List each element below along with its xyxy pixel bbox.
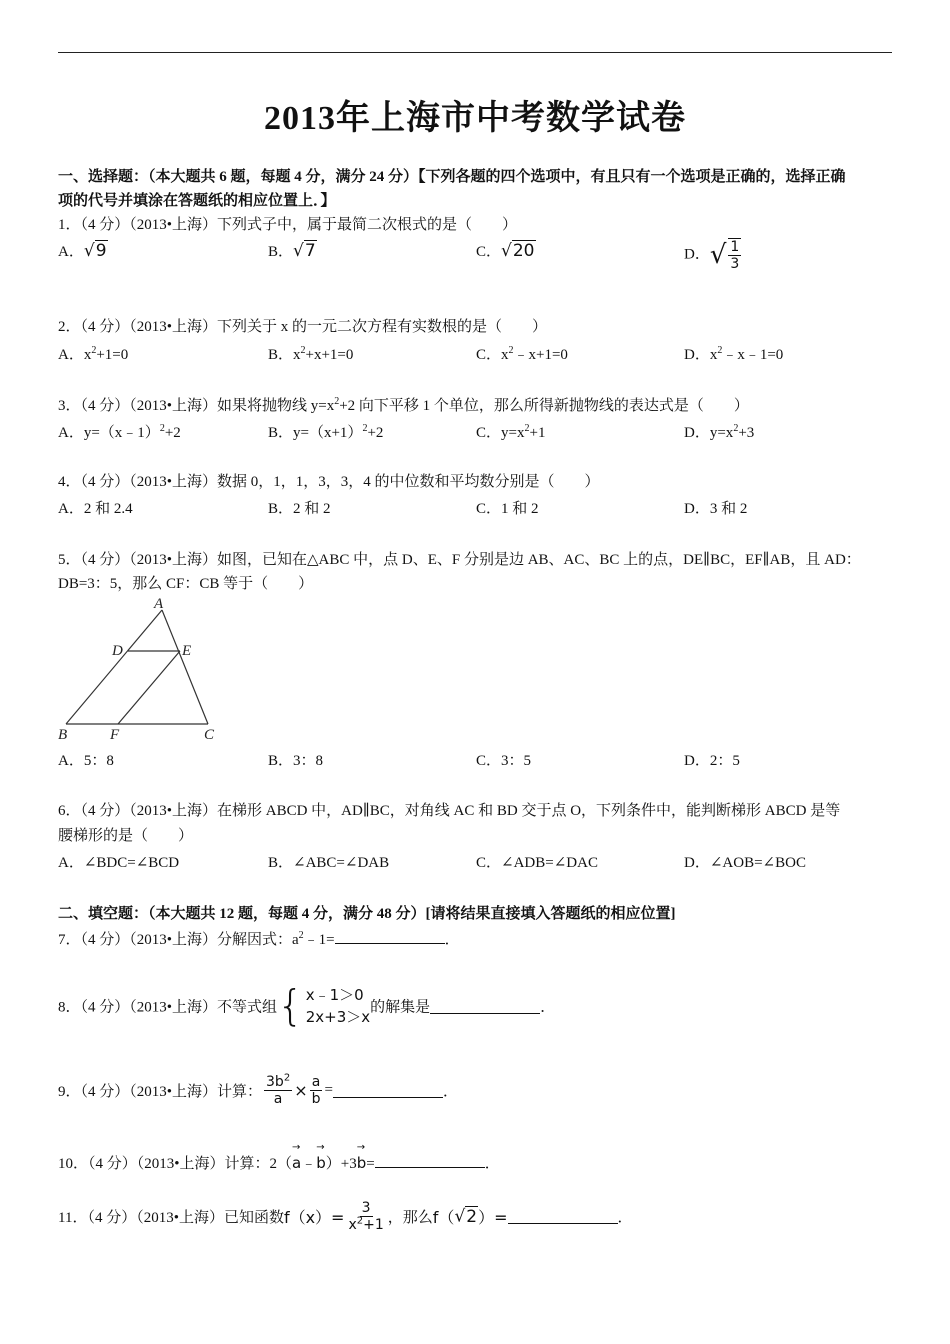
q6-option-c: C．∠ADB=∠DAC	[476, 855, 598, 871]
label-f: F	[110, 727, 120, 743]
q5-option-c: C．3：5	[476, 753, 532, 769]
q6-stem-line2: 腰梯形的是（ ）	[58, 828, 194, 844]
q5-option-b: B．3：8	[268, 753, 324, 769]
vector-b-2: → b	[357, 1148, 367, 1172]
label-d: D	[112, 643, 123, 659]
triangle-figure	[52, 596, 232, 744]
q8-answer-blank[interactable]	[430, 999, 540, 1014]
q1-option-a: A．√9	[58, 241, 107, 261]
q3-option-d: D．$y=x^2+3$	[684, 423, 755, 441]
section1-heading-line2: 项的代号并填涂在答题纸的相应位置上．】	[58, 193, 336, 209]
q4-option-d: D．3 和 2	[684, 501, 748, 517]
q6-option-a: A．∠BDC=∠BCD	[58, 855, 180, 871]
q2-option-d: D．$x^2﹣x﹣1=0$	[684, 345, 784, 363]
q10: 10．（4 分）（2013•上海）计算：2（→ a﹣→ b）+3→ b= ．	[58, 1148, 500, 1173]
q11: 11．（4 分）（2013•上海）已知函数f（x）= $\frac{3}{x^2+1}$ ，那么f（√2）= ．	[58, 1200, 633, 1233]
q3-option-a: A．y=（x﹣1）$^2$+2	[58, 423, 181, 441]
q2-option-c: C．$x^2﹣x+1=0$	[476, 345, 568, 363]
label-b: B	[58, 727, 68, 743]
q5-stem-line1: 5．（4 分）（2013•上海）如图，已知在△ABC 中，点 D、E、F 分别是边 AB、AC、BC 上的点，DE∥BC，EF∥AB，且 AD：	[58, 552, 861, 568]
q1-stem: 1．（4 分）（2013•上海）下列式子中，属于最简二次根式的是（ ）	[58, 217, 518, 233]
q4-option-c: C．1 和 2	[476, 501, 539, 517]
q4-option-b: B．2 和 2	[268, 501, 331, 517]
segment-ef	[118, 651, 180, 724]
q6-option-d: D．∠AOB=∠BOC	[684, 855, 806, 871]
label-c: C	[204, 727, 215, 743]
side-ac	[162, 610, 208, 724]
vector-b: → b	[316, 1148, 326, 1172]
q8-inequality-system: { x﹣1＞0 2x+3＞x	[277, 981, 371, 1030]
q8: 8．（4 分）（2013•上海）不等式组 { x﹣1＞0 2x+3＞x 的解集是 ．	[58, 981, 556, 1030]
q1-option-d: D．√ $\frac{1}{3}$	[684, 239, 740, 272]
page-title: 2013年上海市中考数学试卷	[264, 100, 686, 137]
q5-option-d: D．2：5	[684, 753, 740, 769]
header-rule	[58, 52, 892, 53]
q9-fraction-1: $\frac{3b^2}{a}$	[266, 1072, 291, 1107]
q10-answer-blank[interactable]	[375, 1153, 485, 1168]
q6-option-b: B．∠ABC=∠DAB	[268, 855, 390, 871]
label-a: A	[154, 596, 164, 612]
q4-stem: 4．（4 分）（2013•上海）数据 0，1，1，3，3，4 的中位数和平均数分别是（ ）	[58, 474, 600, 490]
q3-option-c: C．$y=x^2+1$	[476, 423, 546, 441]
q7-answer-blank[interactable]	[335, 929, 445, 944]
section2-heading: 二、填空题：（本大题共 12 题，每题 4 分，满分 48 分）[请将结果直接填入答题纸的相应位置]	[58, 906, 676, 922]
q11-fraction: $\frac{3}{x^2+1}$	[348, 1200, 384, 1233]
q11-answer-blank[interactable]	[508, 1209, 618, 1224]
label-e: E	[182, 643, 192, 659]
section1-heading-line1: 一、选择题：（本大题共 6 题，每题 4 分，满分 24 分）【下列各题的四个选项中，有且只有一个选项是正确的，选择正确	[58, 169, 846, 185]
q2-option-b: B．$x^2+x+1=0$	[268, 345, 354, 363]
q9: 9．（4 分）（2013•上海）计算： $\frac{3b^2}{a}$ × $\frac{a}{b}$ = ．	[58, 1072, 458, 1107]
q3-stem: 3．（4 分）（2013•上海）如果将抛物线 $y=x^2+2$ 向下平移 1 个单位，那么所得新抛物线的表达式是（ ）	[58, 396, 749, 414]
q5-option-a: A．5：8	[58, 753, 114, 769]
q6-stem-line1: 6．（4 分）（2013•上海）在梯形 ABCD 中，AD∥BC，对角线 AC 和 BD 交于点 O，下列条件中，能判断梯形 ABCD 是等	[58, 803, 841, 819]
vector-a: → a	[292, 1148, 301, 1172]
side-ab	[66, 610, 162, 724]
q1-option-b: B．√7	[268, 241, 316, 261]
q9-answer-blank[interactable]	[333, 1083, 443, 1098]
q7: 7．（4 分）（2013•上海）分解因式：$a^2﹣1=$ ．	[58, 930, 460, 948]
q4-option-a: A．2 和 2.4	[58, 501, 133, 517]
q9-fraction-2: $\frac{a}{b}$	[311, 1074, 321, 1107]
q2-option-a: A．$x^2+1=0$	[58, 345, 129, 363]
q5-stem-line2: DB=3：5，那么 CF：CB 等于（ ）	[58, 576, 314, 592]
q1-option-c: C．√20	[476, 241, 535, 261]
q3-option-b: B．$y=(x+1)^2+2$	[268, 423, 384, 441]
q2-stem: 2．（4 分）（2013•上海）下列关于 x 的一元二次方程有实数根的是（ ）	[58, 319, 548, 335]
